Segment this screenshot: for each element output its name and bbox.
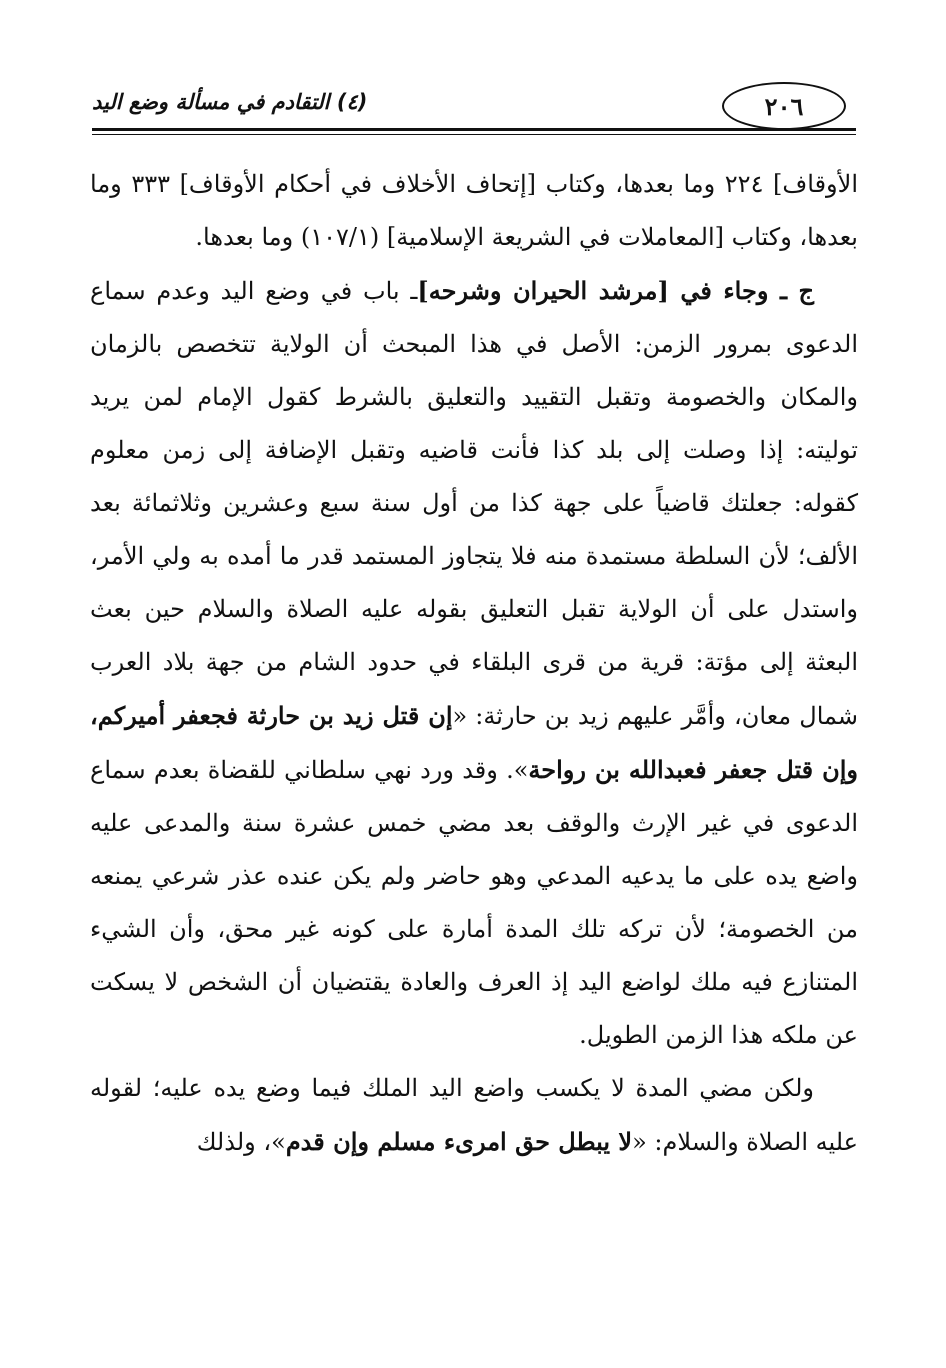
paragraph-segment: »، ولذلك [196,1128,286,1156]
running-header [92,78,856,136]
running-title: (٤) التقادم في مسألة وضع اليد [92,90,368,114]
paragraph-continuation [90,158,858,264]
header-rule-thin [92,134,856,135]
header-rule-thick [92,128,856,131]
paragraph-segment: ولكن مضي المدة لا يكسب واضع اليد الملك فيما وضع يده عليه؛ لقوله عليه الصلاة والسلام: « [90,1074,858,1156]
paragraph-conclusion [90,1062,858,1169]
paragraph-segment: الأوقاف] ٢٢٤ وما بعدها، وكتاب [إتحاف الأخلاف في أحكام الأوقاف] ٣٣٣ وما بعدها، وكتاب [المعاملات في الشريعة الإسلامية] (١٠٧/١) وما بعدها. [90,170,858,251]
section-heading: ج ـ وجاء في [مرشد الحيران وشرحه] [417,276,814,305]
hadith-quote: لا يبطل حق امرىء مسلم وإن قدم [285,1127,633,1156]
page-number: ٢٠٦ [764,91,804,121]
hadith-quote: إن قتل زيد بن حارثة فجعفر أميركم، وإن قتل جعفر فعبدالله بن رواحة [90,701,858,784]
paragraph-segment: ـ باب في وضع اليد وعدم سماع الدعوى بمرور الزمن: الأصل في هذا المبحث أن الولاية تتخصص بالزمان والمكان والخصومة وتقبل التقييد والتعليق بالشرط كقول الإمام لمن يريد توليته: إذا وصلت إلى بلد كذا فأنت قاضيه وتقبل الإضافة إلى زمن معلوم كقوله: جعلتك قاضياً على جهة كذا من أول سنة سبع وعشرين وثلاثمائة بعد الألف؛ لأن السلطة مستمدة منه فلا يتجاوز المستمد قدر ما أمده به ولي الأمر، واستدل على أن الولاية تقبل التعليق بقوله عليه الصلاة والسلام حين بعث البعثة إلى مؤتة: قرية من قرى البلقاء في حدود الشام من جهة بلاد العرب شمال معان، وأمَّر عليهم زيد بن حارثة: « [90,277,858,730]
page-number-badge [722,82,846,130]
paragraph-murshid-al-hayran [90,264,858,1062]
body-text [90,158,858,1169]
paragraph-segment: ». وقد ورد نهي سلطاني للقضاة بعدم سماع الدعوى في غير الإرث والوقف بعد مضي خمس عشرة سنة والمدعى عليه واضع يده على ما يدعيه المدعي وهو حاضر ولم يكن عنده عذر شرعي يمنعه من الخصومة؛ لأن تركه تلك المدة أمارة على كونه غير محق، وأن الشيء المتنازع فيه ملك لواضع اليد إذ العرف والعادة يقتضيان أن الشخص لا يسكت عن ملكه هذا الزمن الطويل. [90,756,858,1049]
